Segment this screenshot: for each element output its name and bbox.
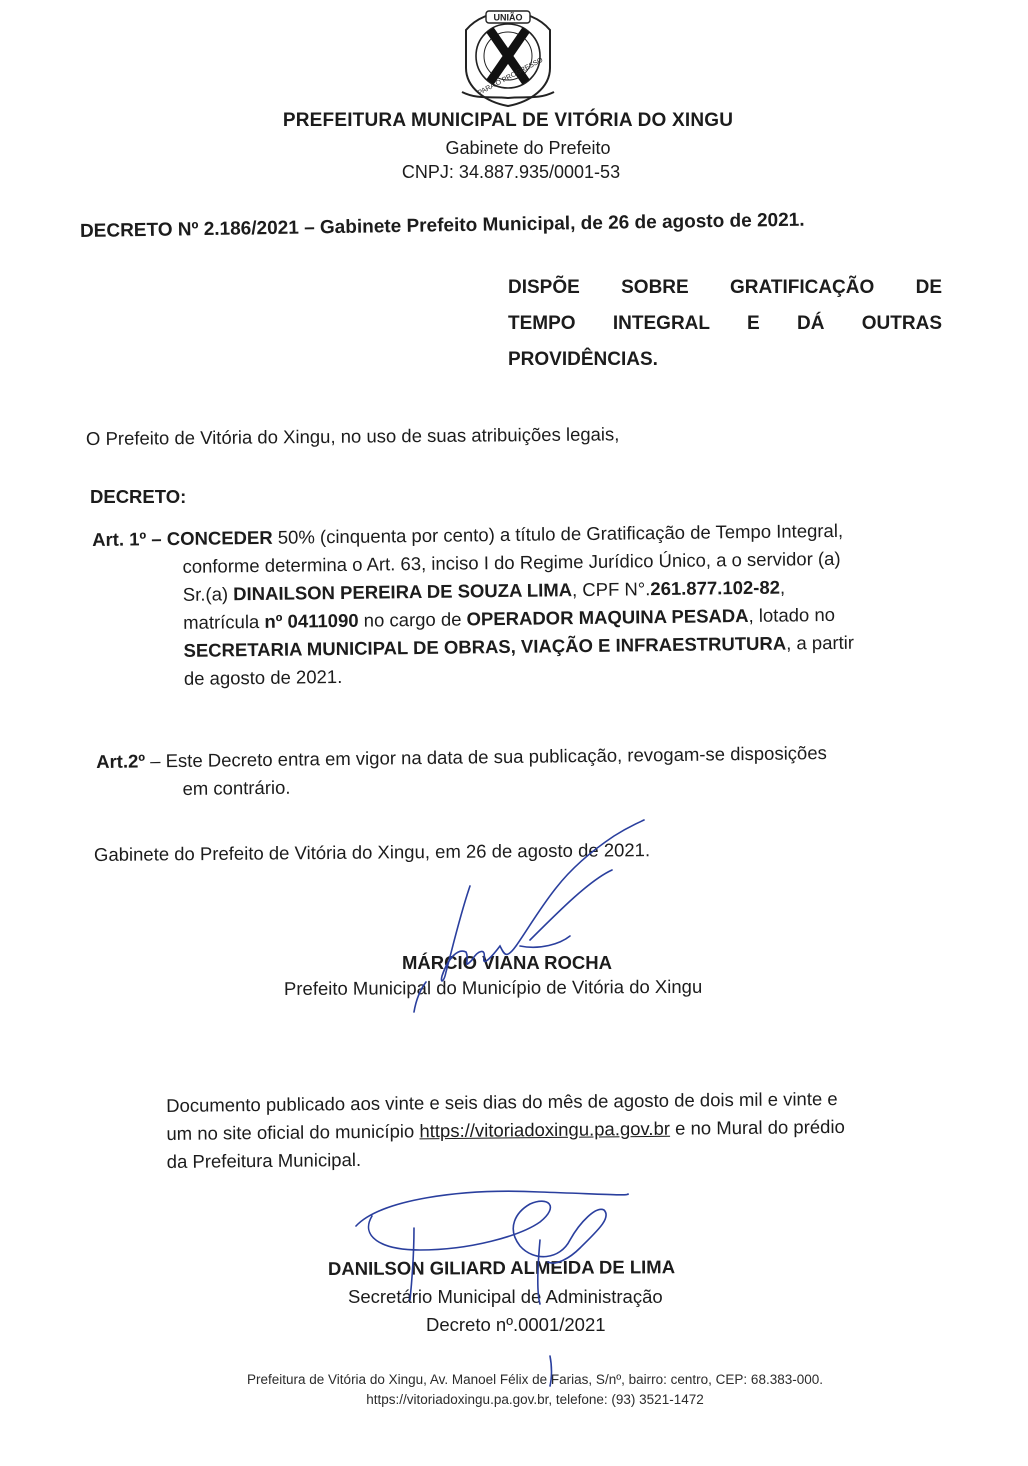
signature-2-stroke [356,1191,628,1263]
article-1-text: , a partir [786,631,855,654]
closing-text: Gabinete do Prefeito de Vitória do Xingu, em 26 de agosto de 2021. [93,839,651,865]
crest-top-text: UNIÃO [493,12,523,23]
decree-ementa [508,270,942,378]
crest-bottom-text: PARA O PROGRESSO [476,56,545,97]
article-1-line-6: de agosto de 2021. [183,665,343,689]
signatory-1-role: Prefeito Municipal do Município de Vitória do Xingu [283,975,703,999]
servant-name: DINAILSON PEREIRA DE SOUZA LIMA [233,579,573,605]
servant-cargo: OPERADOR MAQUINA PESADA [466,604,749,630]
article-2-text: – Este Decreto entra em vigor na data de sua publicação, revogam-se disposições [144,742,827,772]
cnpj-line: CNPJ: 34.887.935/0001-53 [401,162,621,182]
article-1-text: Sr.(a) [182,583,234,605]
publication-note [166,1084,967,1176]
page-footer [190,1370,880,1410]
footer-address: Prefeitura de Vitória do Xingu, Av. Manoel Félix de Farias, S/nº, bairro: centro, CEP: 68.383-000. [247,1372,823,1387]
preamble-text: O Prefeito de Vitória do Xingu, no uso de suas atribuições legais, [85,423,620,449]
ementa-line: PROVIDÊNCIAS. [508,349,658,370]
signatory-2-decree-ref: Decreto nº.0001/2021 [426,1314,606,1335]
publication-text: e no Mural do prédio [669,1115,845,1139]
decreto-label: DECRETO: [90,486,187,507]
ementa-line: TEMPO INTEGRAL E DÁ OUTRAS [508,313,942,334]
ementa-line: DISPÕE SOBRE GRATIFICAÇÃO DE [508,277,942,298]
article-1-label: Art. 1º – [92,528,167,550]
decree-heading: DECRETO Nº 2.186/2021 – Gabinete Prefeito Municipal, de 26 de agosto de 2021. [79,209,805,242]
signatory-2-name: DANILSON GILIARD ALMEIDA DE LIMA [327,1256,676,1279]
publication-text: um no site oficial do município [166,1120,420,1144]
article-1-verb: CONCEDER [166,526,273,550]
signatory-2-role: Secretário Municipal de Administração [348,1286,663,1307]
article-2-line-2: em contrário. [182,776,291,799]
article-1-text: 50% (cinquenta por cento) a título de Gratificação de Tempo Integral, [272,519,844,548]
office-subtitle: Gabinete do Prefeito [445,138,611,158]
servant-cpf: 261.877.102-82 [650,576,781,600]
article-1-text: , lotado no [748,603,836,626]
institution-title: PREFEITURA MUNICIPAL DE VITÓRIA DO XINGU [282,110,734,131]
article-1-text: , [779,576,786,598]
servant-matricula: nº 0411090 [264,609,359,632]
municipal-website-link[interactable]: https://vitoriadoxingu.pa.gov.br [419,1117,671,1142]
article-1-line-2: conforme determina o Art. 63, inciso I do Regime Jurídico Único, a o servidor (a) [182,547,841,577]
article-1 [92,515,954,693]
servant-secretaria: SECRETARIA MUNICIPAL DE OBRAS, VIAÇÃO E INFRAESTRUTURA [183,632,787,661]
publication-line-3: da Prefeitura Municipal. [166,1148,362,1172]
publication-line-1: Documento publicado aos vinte e seis dias do mês de agosto de dois mil e vinte e [166,1087,838,1116]
footer-contact: https://vitoriadoxingu.pa.gov.br, telefone: (93) 3521-1472 [366,1392,704,1407]
municipal-crest-icon [452,8,564,108]
article-2 [96,737,957,804]
article-1-text: , CPF N°. [571,578,651,601]
article-2-label: Art.2º [96,750,146,772]
article-1-text: no cargo de [358,608,467,631]
article-1-text: matrícula [183,610,265,633]
signatory-1-name: MÁRCIO VIANA ROCHA [402,952,613,973]
